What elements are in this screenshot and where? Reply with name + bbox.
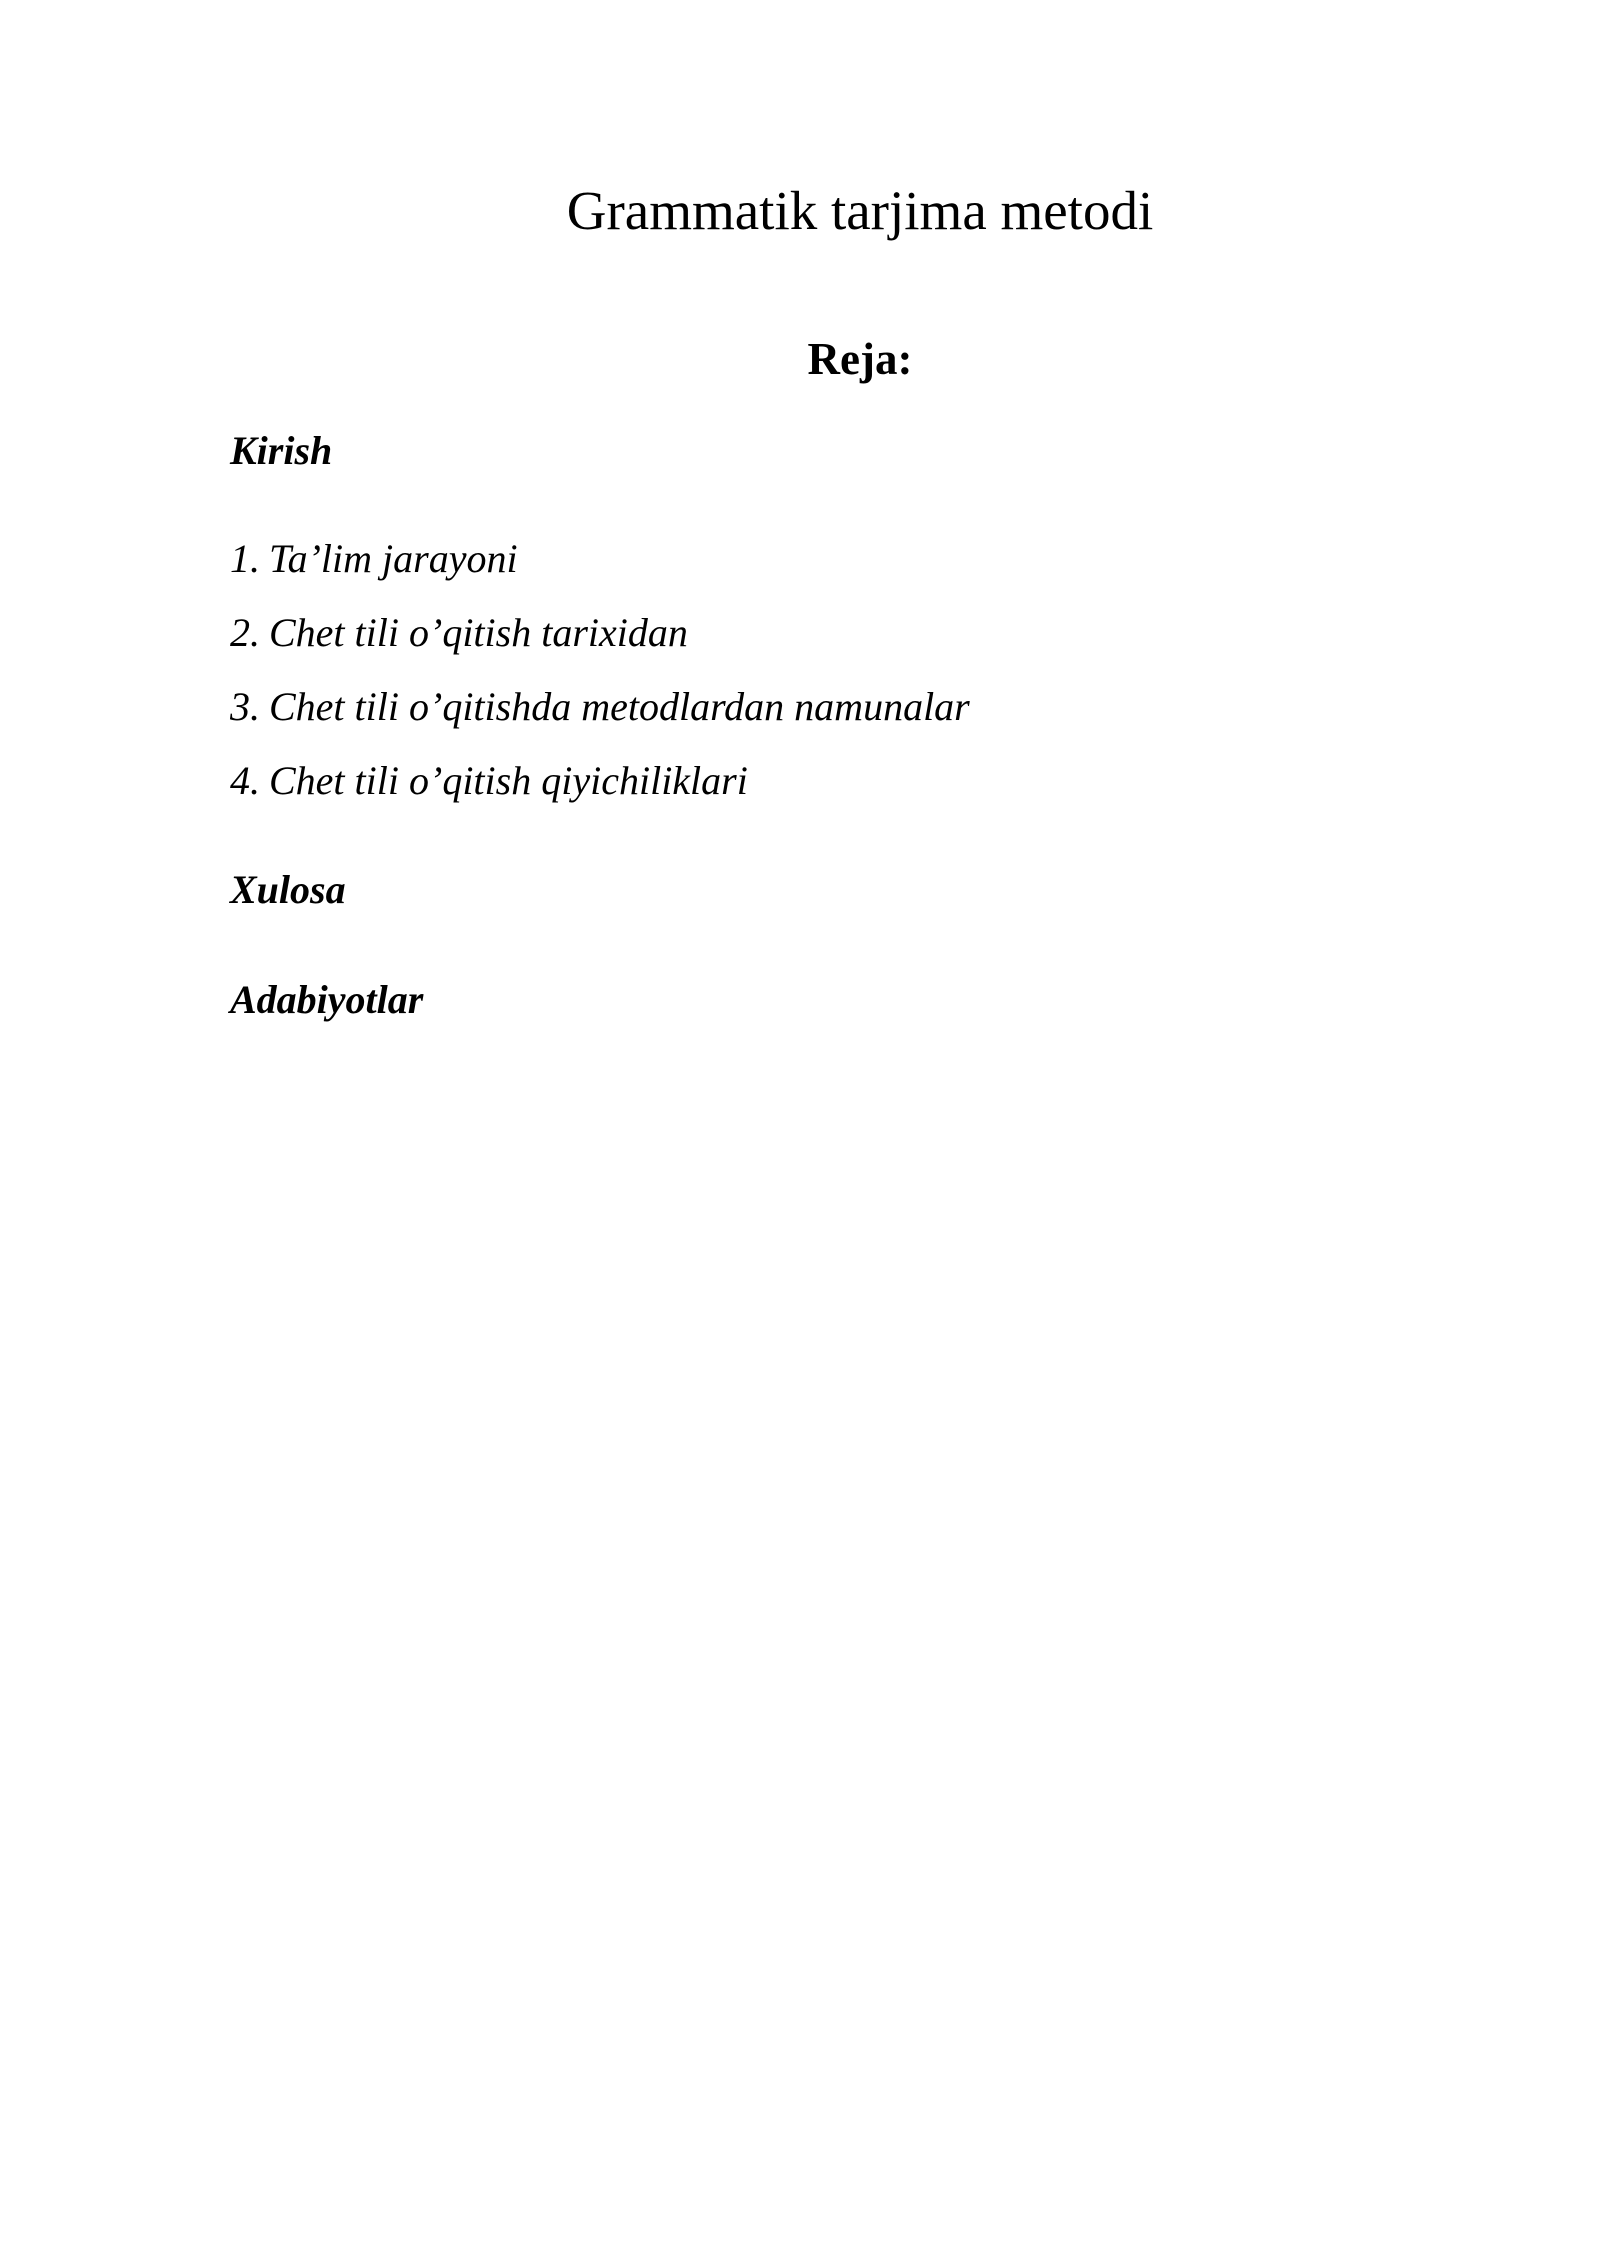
plan-item	[230, 757, 970, 831]
plan-heading: Reja:	[807, 334, 913, 384]
plan-item-number: 1.	[230, 536, 260, 581]
plan-item-number: 4.	[230, 758, 260, 803]
plan-item-text: Chet tili o’qitishda metodlardan namunalar	[269, 684, 970, 729]
plan-item-text: Chet tili o’qitish tarixidan	[269, 610, 688, 655]
conclusion-heading: Xulosa	[230, 867, 346, 912]
intro-heading: Kirish	[230, 428, 333, 473]
plan-item-number: 2.	[230, 610, 260, 655]
plan-item	[230, 683, 970, 757]
document-title: Grammatik tarjima metodi	[566, 180, 1154, 241]
plan-list	[230, 535, 970, 831]
references-heading: Adabiyotlar	[230, 977, 424, 1022]
plan-item-text: Chet tili o’qitish qiyichiliklari	[269, 758, 748, 803]
plan-item	[230, 535, 970, 609]
plan-item	[230, 609, 970, 683]
plan-item-number: 3.	[230, 684, 260, 729]
plan-item-text: Ta’lim jarayoni	[269, 536, 518, 581]
